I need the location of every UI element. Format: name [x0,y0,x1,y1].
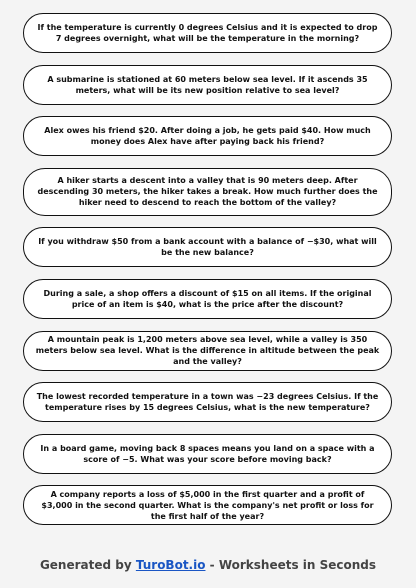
question-card-9 [23,434,392,474]
question-text: A company reports a loss of $5,000 in the first quarter and a profit of $3,000 in the second quarter. What is the company's net profit or loss for the first half of the year? [41,489,374,521]
question-text: If you withdraw $50 from a bank account with a balance of −$30, what will be the new balance? [38,237,377,258]
question-list [23,13,392,537]
question-text: The lowest recorded temperature in a town was −23 degrees Celsius. If the temperature rises by 15 degrees Celsius, what is the new temperature? [36,392,379,413]
question-text: During a sale, a shop offers a discount of $15 on all items. If the original price of an item is $40, what is the price after the discount? [43,288,372,309]
question-text: If the temperature is currently 0 degrees Celsius and it is expected to drop 7 degrees overnight, what will be the temperature in the morning? [37,23,378,43]
question-card-7 [23,331,392,371]
footer-suffix: - Worksheets in Seconds [205,558,377,572]
question-card-10 [23,485,392,525]
question-text: A hiker starts a descent into a valley that is 90 meters deep. After descending 30 meters, the hiker takes a break. How much further does the hiker need to descend to reach the bottom of the valley? [37,176,378,208]
question-card-6 [23,279,392,319]
question-text: A mountain peak is 1,200 meters above sea level, while a valley is 350 meters below sea level. What is the difference in altitude between the peak and the valley? [35,335,380,367]
question-text: Alex owes his friend $20. After doing a job, he gets paid $40. How much money does Alex have after paying back his friend? [44,126,371,147]
question-text: In a board game, moving back 8 spaces means you land on a space with a score of −5. What was your score before moving back? [40,443,375,464]
question-card-2 [23,65,392,105]
footer [0,558,416,572]
question-card-3 [23,116,392,156]
question-card-8 [23,382,392,422]
question-card-5 [23,227,392,267]
footer-prefix: Generated by [39,558,136,572]
turobot-link[interactable]: TuroBot.io [135,558,206,572]
question-text: A submarine is stationed at 60 meters below sea level. If it ascends 35 meters, what will be its new position relative to sea level? [47,74,368,95]
question-card-1 [23,13,392,53]
question-card-4 [23,168,392,216]
